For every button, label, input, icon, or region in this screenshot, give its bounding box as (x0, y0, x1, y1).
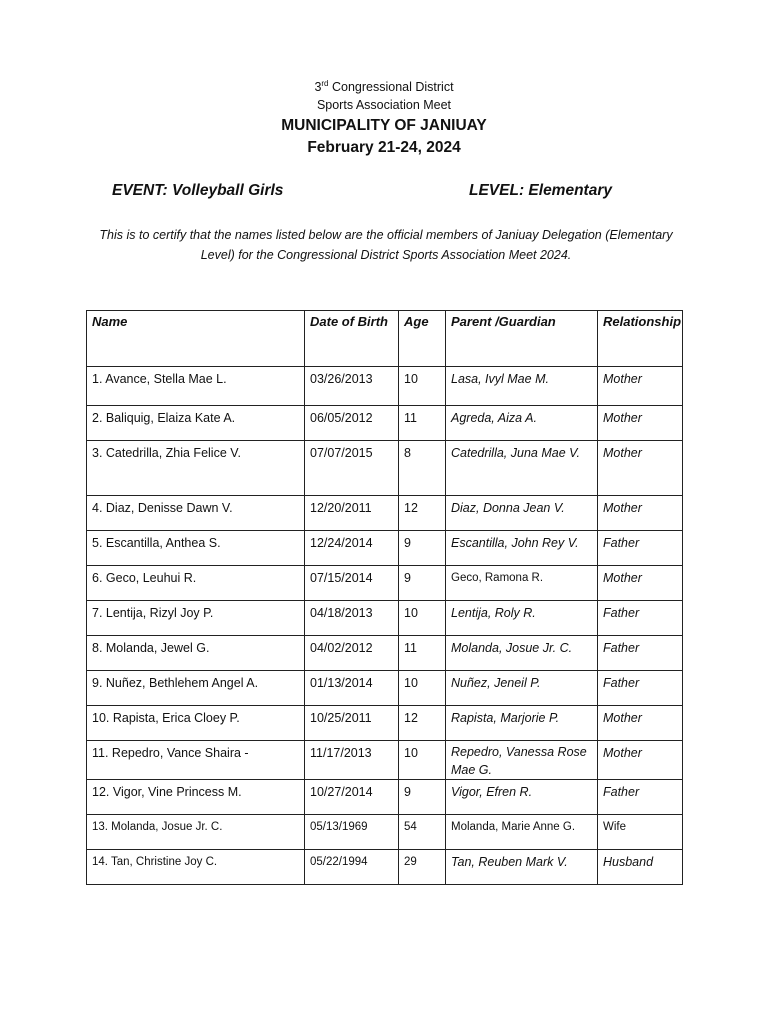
cell-name: 4. Diaz, Denisse Dawn V. (87, 496, 305, 531)
table-row (87, 706, 683, 741)
cell-relationship: Father (598, 531, 683, 566)
cell-parent: Agreda, Aiza A. (446, 406, 598, 441)
cell-dob: 12/20/2011 (305, 496, 399, 531)
district-name: Congressional District (328, 80, 454, 94)
table-row (87, 406, 683, 441)
cell-age: 11 (399, 636, 446, 671)
cell-relationship: Father (598, 601, 683, 636)
table-row (87, 780, 683, 815)
cell-name: 1. Avance, Stella Mae L. (87, 367, 305, 406)
cell-dob: 04/18/2013 (305, 601, 399, 636)
cell-name: 11. Repedro, Vance Shaira - (87, 741, 305, 780)
cell-parent: Lentija, Roly R. (446, 601, 598, 636)
cell-name: 3. Catedrilla, Zhia Felice V. (87, 441, 305, 496)
header-age: Age (399, 311, 446, 367)
cell-parent: Escantilla, John Rey V. (446, 531, 598, 566)
cell-age: 12 (399, 496, 446, 531)
cell-parent: Repedro, Vanessa Rose Mae G. (446, 741, 598, 780)
cell-age: 10 (399, 741, 446, 780)
certification-text: This is to certify that the names listed below are the official members of Janiuay Delegation (Elementary Level) for the Congressional District Sports Association Meet 2024. (99, 228, 673, 262)
cell-name: 5. Escantilla, Anthea S. (87, 531, 305, 566)
cell-parent: Vigor, Efren R. (446, 780, 598, 815)
cell-relationship: Mother (598, 706, 683, 741)
cell-age: 54 (399, 815, 446, 850)
table-row (87, 566, 683, 601)
cell-parent: Tan, Reuben Mark V. (446, 850, 598, 885)
cell-name: 2. Baliquig, Elaiza Kate A. (87, 406, 305, 441)
cell-name: 13. Molanda, Josue Jr. C. (87, 815, 305, 850)
cell-dob: 05/13/1969 (305, 815, 399, 850)
roster-table (86, 310, 683, 885)
cell-age: 9 (399, 780, 446, 815)
table-header-row (87, 311, 683, 367)
cell-relationship: Husband (598, 850, 683, 885)
cell-age: 9 (399, 531, 446, 566)
district-line (0, 79, 768, 95)
district-ordinal-suffix: rd (321, 78, 329, 88)
cell-relationship: Father (598, 636, 683, 671)
municipality-title: MUNICIPALITY OF JANIUAY (281, 117, 487, 134)
meet-dates: February 21-24, 2024 (307, 139, 461, 156)
header-relationship: Relationship (598, 311, 683, 367)
cell-age: 10 (399, 601, 446, 636)
cell-age: 8 (399, 441, 446, 496)
cell-dob: 05/22/1994 (305, 850, 399, 885)
cell-relationship: Mother (598, 367, 683, 406)
cell-name: 14. Tan, Christine Joy C. (87, 850, 305, 885)
table-row (87, 741, 683, 780)
cell-parent: Geco, Ramona R. (446, 566, 598, 601)
meet-title: Sports Association Meet (316, 98, 452, 112)
cell-relationship: Mother (598, 441, 683, 496)
cell-relationship: Father (598, 780, 683, 815)
cell-age: 10 (399, 671, 446, 706)
cell-dob: 10/27/2014 (305, 780, 399, 815)
cell-parent: Rapista, Marjorie P. (446, 706, 598, 741)
cell-dob: 06/05/2012 (305, 406, 399, 441)
cell-parent: Nuñez, Jeneil P. (446, 671, 598, 706)
cell-age: 9 (399, 566, 446, 601)
cell-relationship: Father (598, 671, 683, 706)
cell-age: 29 (399, 850, 446, 885)
cell-dob: 01/13/2014 (305, 671, 399, 706)
table-row (87, 441, 683, 496)
cell-name: 7. Lentija, Rizyl Joy P. (87, 601, 305, 636)
cell-relationship: Wife (598, 815, 683, 850)
cell-name: 9. Nuñez, Bethlehem Angel A. (87, 671, 305, 706)
cell-dob: 04/02/2012 (305, 636, 399, 671)
cell-dob: 07/15/2014 (305, 566, 399, 601)
cell-relationship: Mother (598, 741, 683, 780)
table-row (87, 671, 683, 706)
header-name: Name (87, 311, 305, 367)
table-row (87, 496, 683, 531)
table-row (87, 636, 683, 671)
header-date-of-birth: Date of Birth (305, 311, 399, 367)
cell-dob: 03/26/2013 (305, 367, 399, 406)
cell-dob: 12/24/2014 (305, 531, 399, 566)
table-row (87, 815, 683, 850)
cell-parent: Molanda, Marie Anne G. (446, 815, 598, 850)
table-row (87, 850, 683, 885)
cell-relationship: Mother (598, 406, 683, 441)
event-label: EVENT: Volleyball Girls (112, 182, 284, 199)
cell-relationship: Mother (598, 496, 683, 531)
cell-age: 12 (399, 706, 446, 741)
cell-name: 6. Geco, Leuhui R. (87, 566, 305, 601)
table-row (87, 601, 683, 636)
cell-relationship: Mother (598, 566, 683, 601)
cell-age: 11 (399, 406, 446, 441)
table-row (87, 531, 683, 566)
table-row (87, 367, 683, 406)
level-label: LEVEL: Elementary (469, 182, 612, 199)
cell-parent: Diaz, Donna Jean V. (446, 496, 598, 531)
cell-dob: 10/25/2011 (305, 706, 399, 741)
cell-parent: Lasa, Ivyl Mae M. (446, 367, 598, 406)
cell-dob: 11/17/2013 (305, 741, 399, 780)
cell-age: 10 (399, 367, 446, 406)
cell-dob: 07/07/2015 (305, 441, 399, 496)
cell-parent: Catedrilla, Juna Mae V. (446, 441, 598, 496)
cell-name: 12. Vigor, Vine Princess M. (87, 780, 305, 815)
cell-name: 8. Molanda, Jewel G. (87, 636, 305, 671)
header-parent-guardian: Parent /Guardian (446, 311, 598, 367)
district-number: 3 (314, 80, 322, 94)
cell-name: 10. Rapista, Erica Cloey P. (87, 706, 305, 741)
cell-parent: Molanda, Josue Jr. C. (446, 636, 598, 671)
